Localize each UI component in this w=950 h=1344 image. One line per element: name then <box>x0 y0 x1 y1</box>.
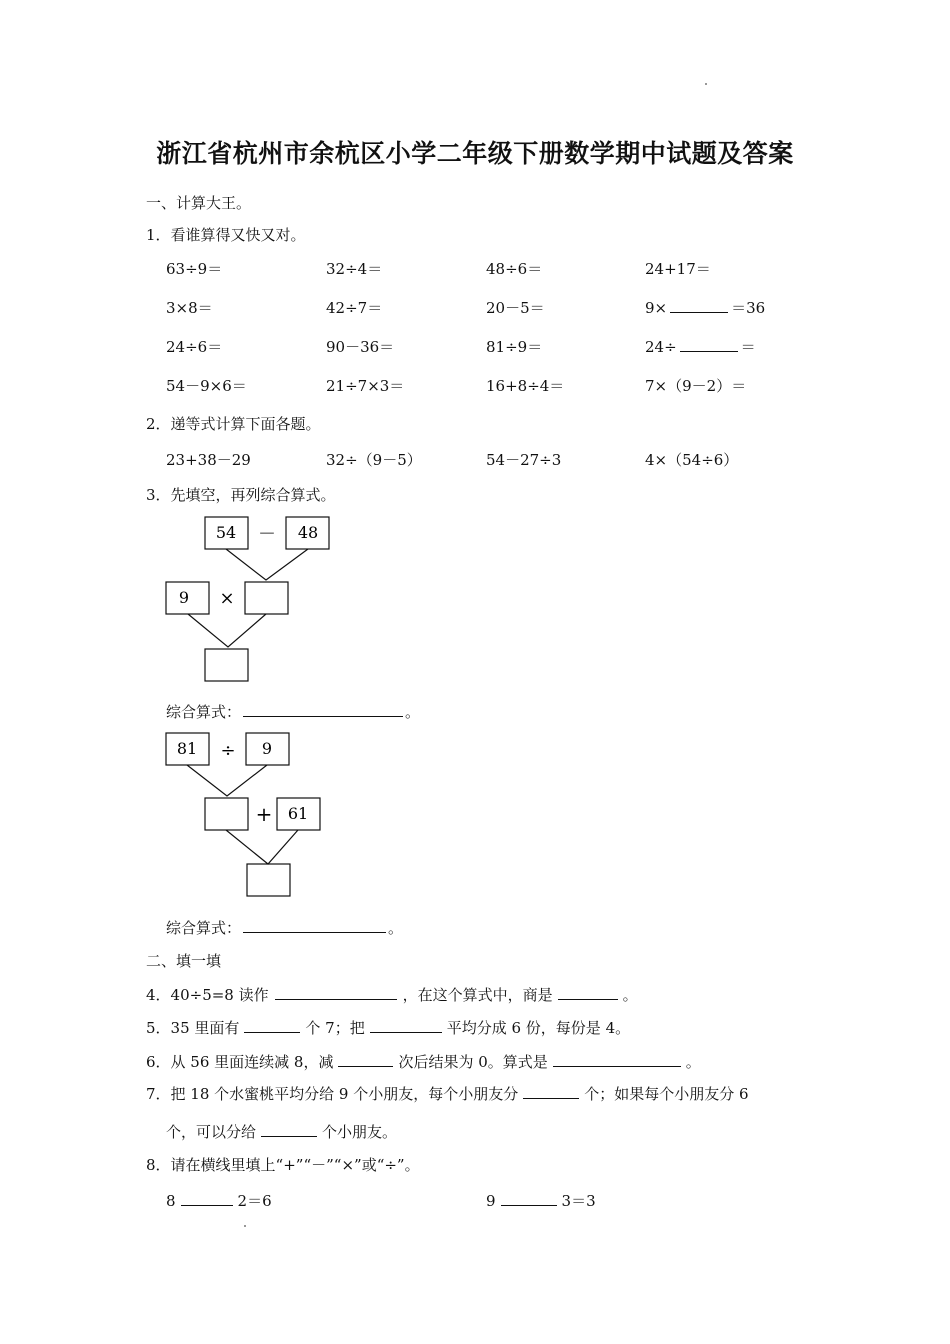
operator-2: + <box>255 802 273 826</box>
branch-lines <box>226 549 308 580</box>
formula-line-2 <box>166 918 403 938</box>
q4 <box>146 985 638 1005</box>
q2-item: 32÷（9－5） <box>326 451 422 469</box>
q1-cell: 90－36＝ <box>326 338 395 356</box>
q1-cell: 21÷7×3＝ <box>326 377 405 395</box>
q2-label: 2．递等式计算下面各题。 <box>146 415 321 433</box>
formula-blank[interactable] <box>243 918 386 933</box>
q4-text: 。 <box>622 986 638 1004</box>
answer-blank[interactable] <box>670 298 728 313</box>
q1-cell-blank <box>645 298 765 318</box>
q5-text: 平均分成 6 份，每份是 4。 <box>446 1019 631 1037</box>
q1-cell: 54－9×6＝ <box>166 377 247 395</box>
q7-text: 7．把 18 个水蜜桃平均分给 9 个小朋友，每个小朋友分 <box>146 1085 519 1103</box>
q8-item <box>486 1191 596 1211</box>
q6-text: 次后结果为 0。算式是 <box>398 1053 548 1071</box>
q1-cell-prefix: 24÷ <box>645 338 677 356</box>
q4-text: 4．40÷5=8 读作 <box>146 986 269 1004</box>
q1-cell-suffix: ＝36 <box>731 299 766 317</box>
branch-lines <box>187 765 267 796</box>
q1-cell: 20－5＝ <box>486 299 545 317</box>
operator-1: － <box>258 524 276 545</box>
formula-line-1 <box>166 702 420 722</box>
q1-cell: 48÷6＝ <box>486 260 543 278</box>
box-c-value: 61 <box>287 804 309 823</box>
scan-dot <box>244 1225 246 1227</box>
answer-blank[interactable] <box>680 337 738 352</box>
section2-heading: 二、填一填 <box>146 952 222 970</box>
q1-cell-prefix: 9× <box>645 299 668 317</box>
answer-box[interactable] <box>247 864 290 896</box>
q1-cell-suffix: ＝ <box>740 338 756 356</box>
q8-operand: 2＝6 <box>237 1192 272 1210</box>
q8-label: 8．请在横线里填上“+”“－”“×”或“÷”。 <box>146 1156 420 1174</box>
formula-label: 综合算式： <box>166 919 242 937</box>
answer-blank[interactable] <box>558 985 618 1000</box>
q7-text: 个，可以分给 <box>166 1123 257 1141</box>
q7-text: 个；如果每个小朋友分 6 <box>584 1085 749 1103</box>
q2-item: 23+38－29 <box>166 451 251 469</box>
branch-lines <box>188 614 266 647</box>
box-a-value: 81 <box>176 739 198 758</box>
q4-text: ，在这个算式中，商是 <box>402 986 553 1004</box>
q7-text: 个小朋友。 <box>322 1123 398 1141</box>
q8-item <box>166 1191 272 1211</box>
formula-blank[interactable] <box>243 702 403 717</box>
q7-line-1 <box>146 1084 749 1104</box>
q1-cell: 24+17＝ <box>645 260 711 278</box>
answer-blank[interactable] <box>261 1122 317 1137</box>
box-b-value: 9 <box>261 739 273 758</box>
q2-item: 54－27÷3 <box>486 451 562 469</box>
q6 <box>146 1052 701 1072</box>
tree-diagram-2 <box>160 728 340 900</box>
q1-cell: 24÷6＝ <box>166 338 223 356</box>
q8-operand: 3＝3 <box>561 1192 596 1210</box>
box-a-value: 54 <box>215 523 237 542</box>
q1-cell: 7×（9－2）＝ <box>645 377 747 395</box>
q1-cell-blank <box>645 337 756 357</box>
operator-1: ÷ <box>220 740 236 761</box>
operator-2: × <box>219 588 235 609</box>
end-mark: 。 <box>405 703 421 721</box>
q5 <box>146 1018 630 1038</box>
q2-item: 4×（54÷6） <box>645 451 739 469</box>
q1-cell: 3×8＝ <box>166 299 213 317</box>
q8-operand: 8 <box>166 1192 176 1210</box>
q1-cell: 42÷7＝ <box>326 299 383 317</box>
answer-box[interactable] <box>205 798 248 830</box>
q1-cell: 63÷9＝ <box>166 260 223 278</box>
q6-text: 6．从 56 里面连续减 8，减 <box>146 1053 334 1071</box>
q8-operand: 9 <box>486 1192 496 1210</box>
q1-label: 1．看谁算得又快又对。 <box>146 226 306 244</box>
box-b-value: 48 <box>297 523 319 542</box>
answer-blank[interactable] <box>244 1018 300 1033</box>
answer-blank[interactable] <box>275 985 397 1000</box>
answer-blank[interactable] <box>370 1018 442 1033</box>
q7-line-2 <box>166 1122 397 1142</box>
branch-lines <box>226 830 298 864</box>
answer-box[interactable] <box>205 649 248 681</box>
q6-text: 。 <box>685 1053 701 1071</box>
formula-label: 综合算式： <box>166 703 242 721</box>
section1-heading: 一、计算大王。 <box>146 194 252 212</box>
answer-blank[interactable] <box>553 1052 681 1067</box>
tree-diagram-1 <box>160 512 340 684</box>
answer-blank[interactable] <box>523 1084 579 1099</box>
answer-blank[interactable] <box>501 1191 557 1206</box>
answer-box[interactable] <box>245 582 288 614</box>
q3-label: 3．先填空，再列综合算式。 <box>146 486 336 504</box>
q1-cell: 16+8÷4＝ <box>486 377 565 395</box>
end-mark: 。 <box>388 919 404 937</box>
page-title: 浙江省杭州市余杭区小学二年级下册数学期中试题及答案 <box>156 139 794 168</box>
q5-text: 5．35 里面有 <box>146 1019 240 1037</box>
box-c-value: 9 <box>178 588 190 607</box>
answer-blank[interactable] <box>338 1052 393 1067</box>
q1-cell: 81÷9＝ <box>486 338 543 356</box>
answer-blank[interactable] <box>181 1191 233 1206</box>
q1-cell: 32÷4＝ <box>326 260 383 278</box>
q5-text: 个 7；把 <box>305 1019 365 1037</box>
scan-dot <box>705 83 707 85</box>
